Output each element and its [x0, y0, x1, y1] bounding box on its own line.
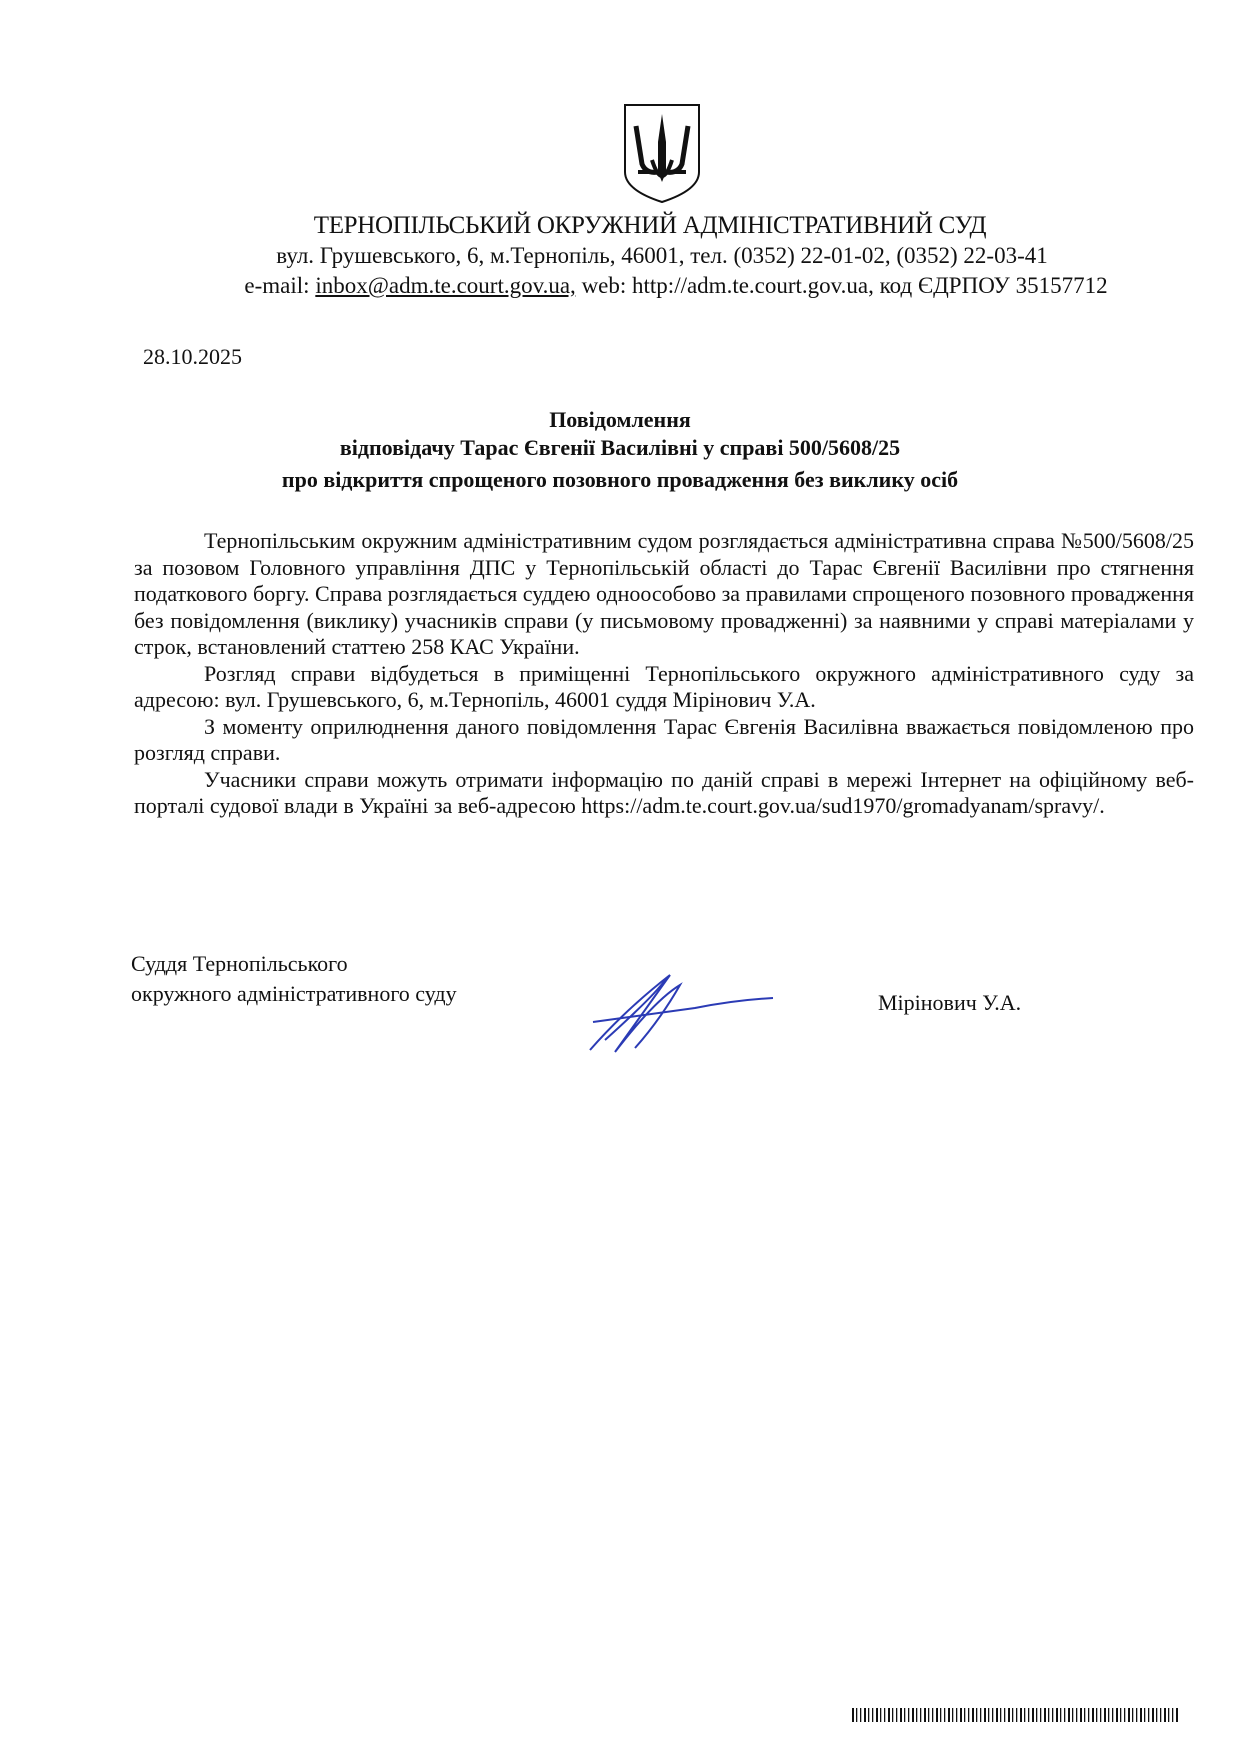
barcode-bar [908, 1708, 909, 1722]
barcode [852, 1708, 1180, 1722]
barcode-bar [976, 1708, 977, 1722]
barcode-bar [1144, 1708, 1145, 1722]
notice-subtitle-recipient: відповідачу Тарас Євгенії Василівні у справі 500/5608/25 [339, 435, 901, 460]
email-label: e-mail: [244, 273, 316, 298]
barcode-bar [1092, 1708, 1094, 1722]
barcode-bar [1160, 1708, 1161, 1722]
barcode-bar [1172, 1708, 1173, 1722]
barcode-bar [1000, 1708, 1001, 1722]
barcode-bar [936, 1708, 938, 1722]
barcode-bar [868, 1708, 869, 1722]
barcode-bar [960, 1708, 962, 1722]
barcode-bar [852, 1708, 854, 1722]
barcode-bar [972, 1708, 974, 1722]
barcode-bar [1060, 1708, 1061, 1722]
barcode-bar [884, 1708, 885, 1722]
barcode-bar [1056, 1708, 1058, 1722]
barcode-bar [1044, 1708, 1046, 1722]
barcode-bar [984, 1708, 986, 1722]
barcode-bar [916, 1708, 917, 1722]
barcode-bar [912, 1708, 914, 1722]
barcode-bar [1080, 1708, 1082, 1722]
barcode-bar [1068, 1708, 1070, 1722]
barcode-bar [1132, 1708, 1133, 1722]
paragraph: Учасники справи можуть отримати інформацію по даній справі в мережі Інтернет на офіційному веб-порталі судової влади в Україні за веб-адресою https://adm.te.court.gov.ua/sud1970/gromadyanam/spravy/. [134, 766, 1194, 818]
barcode-bar [1120, 1708, 1121, 1722]
barcode-bar [892, 1708, 893, 1722]
barcode-bar [1052, 1708, 1053, 1722]
barcode-bar [1128, 1708, 1130, 1722]
barcode-bar [968, 1708, 969, 1722]
barcode-bar [1028, 1708, 1029, 1722]
barcode-bar [1088, 1708, 1089, 1722]
judge-name: Мірінович У.А. [878, 990, 1022, 1015]
barcode-bar [1048, 1708, 1049, 1722]
barcode-bar [980, 1708, 981, 1722]
barcode-bar [856, 1708, 857, 1722]
barcode-bar [904, 1708, 905, 1722]
paragraph: Тернопільським окружним адміністративним судом розглядається адміністративна справа №500/5608/25 за позовом Головного управління ДПС у Тернопільській області до Тарас Євгенії Василівни про стягнення податкового боргу. Справа розглядається суддею одноособово за правилами спрощеного позовного провадження без повідомлення (виклику) учасників справи (у письмовому провадженні) за наявними у справі матеріалами у строк, встановлений статтею 258 КАС України. [134, 528, 1194, 659]
barcode-bar [964, 1708, 965, 1722]
barcode-bar [1124, 1708, 1125, 1722]
barcode-bar [932, 1708, 933, 1722]
barcode-bar [1032, 1708, 1034, 1722]
barcode-bar [1064, 1708, 1065, 1722]
barcode-bar [948, 1708, 950, 1722]
barcode-bar [1164, 1708, 1166, 1722]
barcode-bar [992, 1708, 993, 1722]
notice-subtitle-subject: про відкриття спрощеного позовного провадження без виклику осіб [281, 467, 959, 492]
barcode-bar [900, 1708, 902, 1722]
web-and-code: web: http://adm.te.court.gov.ua, код ЄДРПОУ 35157712 [575, 273, 1108, 298]
barcode-bar [1020, 1708, 1022, 1722]
barcode-bar [1096, 1708, 1097, 1722]
barcode-bar [1012, 1708, 1013, 1722]
barcode-bar [1140, 1708, 1142, 1722]
barcode-bar [880, 1708, 881, 1722]
barcode-bar [944, 1708, 945, 1722]
judge-title [131, 949, 457, 1009]
barcode-bar [1116, 1708, 1118, 1722]
email-link[interactable]: inbox@adm.te.court.gov.ua, [315, 273, 576, 298]
barcode-bar [952, 1708, 953, 1722]
document-date: 28.10.2025 [143, 344, 242, 369]
paragraph: З моменту оприлюднення даного повідомлення Тарас Євгенія Василівна вважається повідомленою про розгляд справи. [134, 713, 1194, 765]
judge-title-line2: окружного адміністративного суду [131, 981, 457, 1006]
handwritten-signature [585, 970, 775, 1055]
barcode-bar [940, 1708, 941, 1722]
barcode-bar [872, 1708, 873, 1722]
barcode-bar [1108, 1708, 1109, 1722]
barcode-bar [1100, 1708, 1101, 1722]
barcode-bar [1004, 1708, 1005, 1722]
barcode-bar [1040, 1708, 1041, 1722]
paragraph: Розгляд справи відбудеться в приміщенні Тернопільського окружного адміністративного суду за адресою: вул. Грушевського, 6, м.Тернопіль, 46001 суддя Мірінович У.А. [134, 660, 1194, 712]
barcode-bar [924, 1708, 926, 1722]
barcode-bar [1168, 1708, 1169, 1722]
barcode-bar [956, 1708, 957, 1722]
barcode-bar [996, 1708, 998, 1722]
court-name: ТЕРНОПІЛЬСЬКИЙ ОКРУЖНИЙ АДМІНІСТРАТИВНИЙ СУД [313, 212, 987, 239]
barcode-bar [1176, 1708, 1178, 1722]
barcode-bar [1036, 1708, 1037, 1722]
court-contacts [56, 273, 1240, 299]
barcode-bar [1148, 1708, 1149, 1722]
barcode-bar [876, 1708, 878, 1722]
barcode-bar [1084, 1708, 1085, 1722]
barcode-bar [988, 1708, 989, 1722]
barcode-bar [1024, 1708, 1025, 1722]
notice-title: Повідомлення [549, 407, 691, 432]
barcode-bar [1072, 1708, 1073, 1722]
barcode-bar [1156, 1708, 1157, 1722]
barcode-bar [888, 1708, 890, 1722]
barcode-bar [920, 1708, 921, 1722]
barcode-bar [1016, 1708, 1017, 1722]
barcode-bar [928, 1708, 929, 1722]
barcode-bar [860, 1708, 861, 1722]
barcode-bar [1136, 1708, 1137, 1722]
court-address: вул. Грушевського, 6, м.Тернопіль, 46001, тел. (0352) 22-01-02, (0352) 22-03-41 [276, 243, 1048, 268]
coat-of-arms-trident-icon [622, 102, 702, 204]
barcode-bar [1076, 1708, 1077, 1722]
barcode-bar [864, 1708, 866, 1722]
barcode-bar [1104, 1708, 1106, 1722]
notice-body [134, 528, 1194, 820]
barcode-bar [896, 1708, 897, 1722]
barcode-bar [1112, 1708, 1113, 1722]
barcode-bar [1008, 1708, 1010, 1722]
barcode-bar [1152, 1708, 1154, 1722]
judge-title-line1: Суддя Тернопільського [131, 951, 348, 976]
